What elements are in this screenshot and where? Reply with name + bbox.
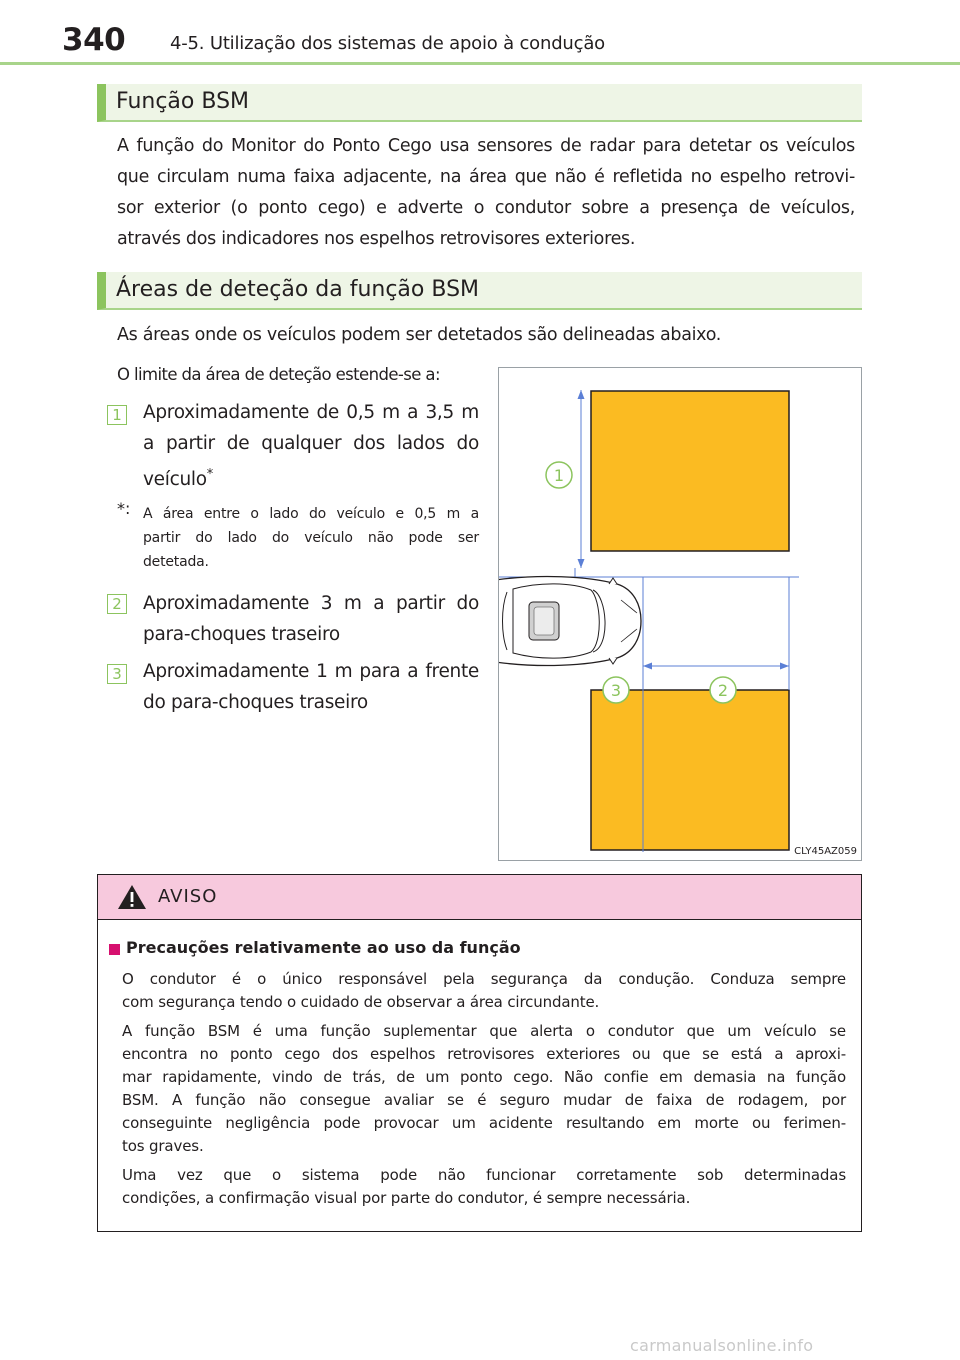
list-item-2 bbox=[143, 588, 479, 650]
callout-2 bbox=[710, 677, 736, 703]
page-number: 340 bbox=[62, 22, 126, 58]
warning-line: encontra no ponto cego dos espelhos retrovisores exteriores ou que se está a aproxi- bbox=[122, 1045, 846, 1063]
warning-paragraph-1 bbox=[122, 968, 846, 1014]
item-line: do para-choques traseiro bbox=[143, 692, 368, 713]
section-heading-bsm-function bbox=[97, 84, 862, 122]
bullet-square-icon bbox=[109, 944, 120, 955]
item-number-2: 2 bbox=[107, 594, 127, 614]
footnote-line: A área entre o lado do veículo e 0,5 m a bbox=[143, 506, 479, 522]
warning-paragraph-2 bbox=[122, 1020, 846, 1158]
section1-paragraph bbox=[117, 131, 855, 255]
warning-line: mar rapidamente, vindo de trás, de um ponto cego. Não confie em demasia na função bbox=[122, 1068, 846, 1086]
warning-paragraph-3 bbox=[122, 1164, 846, 1210]
side-detection-zone bbox=[591, 391, 789, 551]
item-line: a partir de qualquer dos lados do bbox=[143, 433, 479, 454]
section-heading-text: Áreas de deteção da função BSM bbox=[116, 277, 480, 302]
paragraph-line: sor exterior (o ponto cego) e adverte o condutor sobre a presença de veículos, bbox=[117, 198, 855, 218]
detection-limit-text: O limite da área de deteção estende-se a: bbox=[117, 365, 440, 384]
warning-line: com segurança tendo o cuidado de observar a área circundante. bbox=[122, 993, 600, 1011]
warning-line: tos graves. bbox=[122, 1137, 204, 1155]
callout-1 bbox=[546, 462, 572, 488]
footnote-mark: * bbox=[206, 467, 213, 482]
paragraph-line: que circulam numa faixa adjacente, na área que não é refletida no espelho retrovi- bbox=[117, 167, 855, 187]
item-number-3: 3 bbox=[107, 664, 127, 684]
item-line: Aproximadamente de 0,5 m a 3,5 m bbox=[143, 402, 479, 423]
warning-header bbox=[98, 875, 861, 920]
item-line: veículo bbox=[143, 469, 207, 491]
watermark: carmanualsonline.info bbox=[630, 1336, 814, 1355]
item-line: Aproximadamente 3 m a partir do bbox=[143, 593, 479, 614]
item-line: para-choques traseiro bbox=[143, 624, 340, 645]
callout-label-1: 1 bbox=[553, 466, 565, 485]
arrow-down bbox=[578, 559, 585, 568]
detection-intro: As áreas onde os veículos podem ser detetados são delineadas abaixo. bbox=[117, 325, 722, 345]
detection-area-diagram bbox=[499, 368, 863, 862]
item-line-with-mark bbox=[143, 459, 479, 495]
paragraph-line: A função do Monitor do Ponto Cego usa sensores de radar para detetar os veículos bbox=[117, 136, 855, 156]
arrow-left bbox=[643, 663, 652, 670]
car-icon bbox=[499, 577, 641, 666]
warning-line: O condutor é o único responsável pela segurança da condução. Conduza sempre bbox=[122, 970, 846, 988]
callout-3 bbox=[603, 677, 629, 703]
section-heading-detection-areas bbox=[97, 272, 862, 310]
detection-area-figure bbox=[498, 367, 862, 861]
warning-title: AVISO bbox=[158, 886, 218, 907]
warning-line: Uma vez que o sistema pode não funcionar corretamente sob determinadas bbox=[122, 1166, 846, 1184]
warning-line: condições, a confirmação visual por parte do condutor, é sempre necessária. bbox=[122, 1189, 691, 1207]
footnote-marker: *: bbox=[117, 499, 131, 518]
figure-code: CLY45AZ059 bbox=[794, 846, 857, 857]
arrow-up bbox=[578, 390, 585, 399]
item-number-1: 1 bbox=[107, 405, 127, 425]
callout-label-3: 3 bbox=[610, 681, 622, 700]
item-line: Aproximadamente 1 m para a frente bbox=[143, 661, 479, 682]
section-heading-text: Função BSM bbox=[116, 89, 250, 114]
warning-box bbox=[97, 874, 862, 1232]
footnote-line: detetada. bbox=[143, 554, 209, 570]
warning-triangle-icon bbox=[117, 884, 147, 910]
warning-line: BSM. A função não consegue avaliar se é seguro mudar de faixa de rodagem, por bbox=[122, 1091, 846, 1109]
warning-line: A função BSM é uma função suplementar que alerta o condutor que um veículo se bbox=[122, 1022, 846, 1040]
warning-subheading: Precauções relativamente ao uso da função bbox=[126, 938, 521, 957]
warning-line: conseguinte negligência pode provocar um acidente resultando em morte ou ferimen- bbox=[122, 1114, 846, 1132]
list-item-1 bbox=[143, 397, 479, 495]
paragraph-line: através dos indicadores nos espelhos retrovisores exteriores. bbox=[117, 229, 636, 249]
list-item-3 bbox=[143, 656, 479, 718]
callout-label-2: 2 bbox=[717, 681, 729, 700]
rear-detection-zone bbox=[591, 690, 789, 850]
arrow-right bbox=[780, 663, 789, 670]
footnote-line: partir do lado do veículo não pode ser bbox=[143, 530, 479, 546]
chapter-title: 4-5. Utilização dos sistemas de apoio à condução bbox=[170, 33, 605, 54]
footnote bbox=[143, 502, 479, 574]
header-rule bbox=[0, 62, 960, 65]
